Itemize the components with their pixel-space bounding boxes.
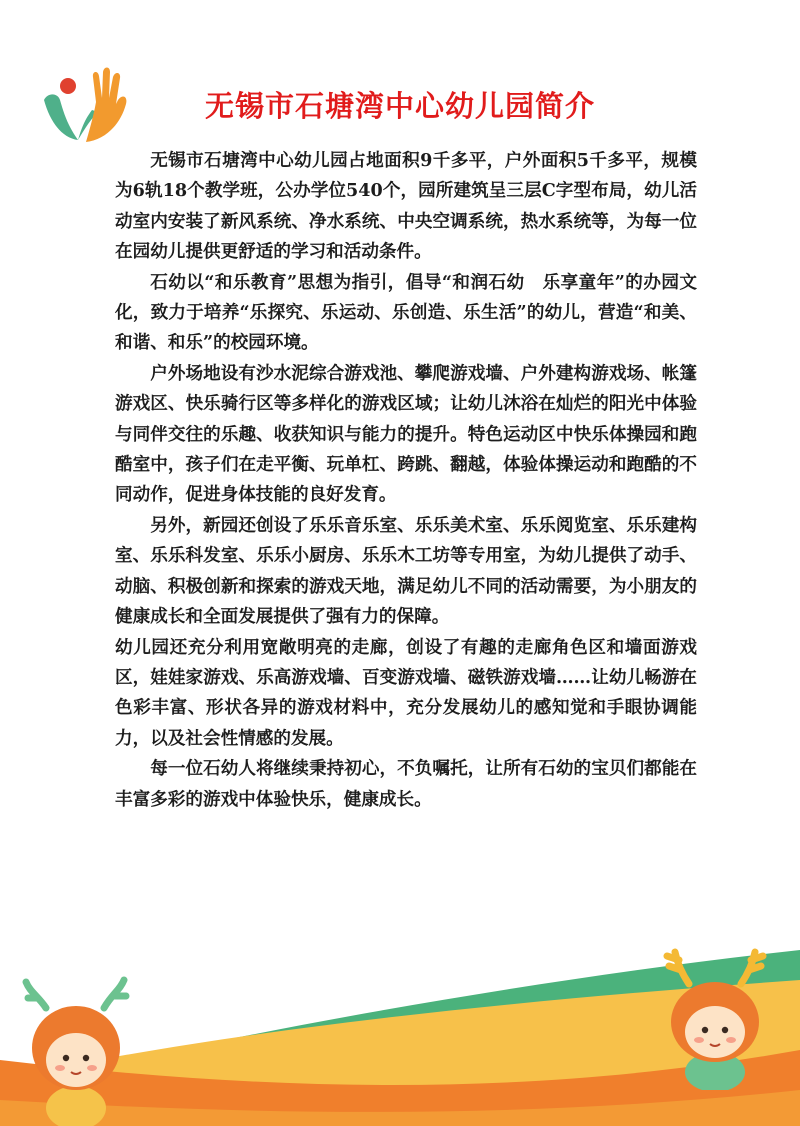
paragraph-culture: 石幼以“和乐教育”思想为指引，倡导“和润石幼 乐享童年”的办园文化，致力于培养“乐探究、乐运动、乐创造、乐生活”的幼儿，营造“和美、和谐、和乐”的校园环境。 (115, 271, 697, 354)
page-title: 无锡市石塘湾中心幼儿园简介 (204, 89, 595, 123)
paragraph-outdoor: 户外场地设有沙水泥综合游戏池、攀爬游戏墙、户外建构游戏场、帐篷游戏区、快乐骑行区等多样化的游戏区域；让幼儿沐浴在灿烂的阳光中体验与同伴交往的乐趣、收获知识与能力的提升。特色运动区中快乐体操园和跑酷室中，孩子们在走平衡、玩单杠、跨跳、翻越，体验体操运动和跑酷的不同动作，促进身体技能的良好发育。 (115, 362, 697, 506)
paragraph-rooms: 另外，新园还创设了乐乐音乐室、乐乐美术室、乐乐阅览室、乐乐建构室、乐乐科发室、乐乐小厨房、乐乐木工坊等专用室，为幼儿提供了动手、动脑、积极创新和探索的游戏天地，满足幼儿不同的活动需要，为小朋友的健康成长和全面发展提供了强有力的保障。 (115, 514, 697, 628)
paragraph-corridor: 幼儿园还充分利用宽敞明亮的走廊，创设了有趣的走廊角色区和墙面游戏区，娃娃家游戏、乐高游戏墙、百变游戏墙、磁铁游戏墙……让幼儿畅游在色彩丰富、形状各异的游戏材料中，充分发展幼儿的感知觉和手眼协调能力，以及社会性情感的发展。 (115, 636, 697, 749)
antler-left (26, 982, 46, 1008)
antler-right (104, 980, 126, 1008)
mascot-left (18, 968, 133, 1126)
paragraph-overview: 无锡市石塘湾中心幼儿园占地面积9千多平，户外面积5千多平，规模为6轨18个教学班，公办学位540个，园所建筑呈三层C字型布局，幼儿活动室内安装了新风系统、净水系统、中央空调系统，热水系统等，为每一位在园幼儿提供更舒适的学习和活动条件。 (115, 150, 697, 263)
antler-right (741, 952, 763, 984)
paragraph-closing: 每一位石幼人将继续秉持初心，不负嘱托，让所有石幼的宝贝们都能在丰富多彩的游戏中体验快乐，健康成长。 (115, 758, 697, 810)
antler-left (667, 952, 689, 984)
mascot-right (655, 948, 775, 1090)
intro-body (115, 146, 697, 815)
